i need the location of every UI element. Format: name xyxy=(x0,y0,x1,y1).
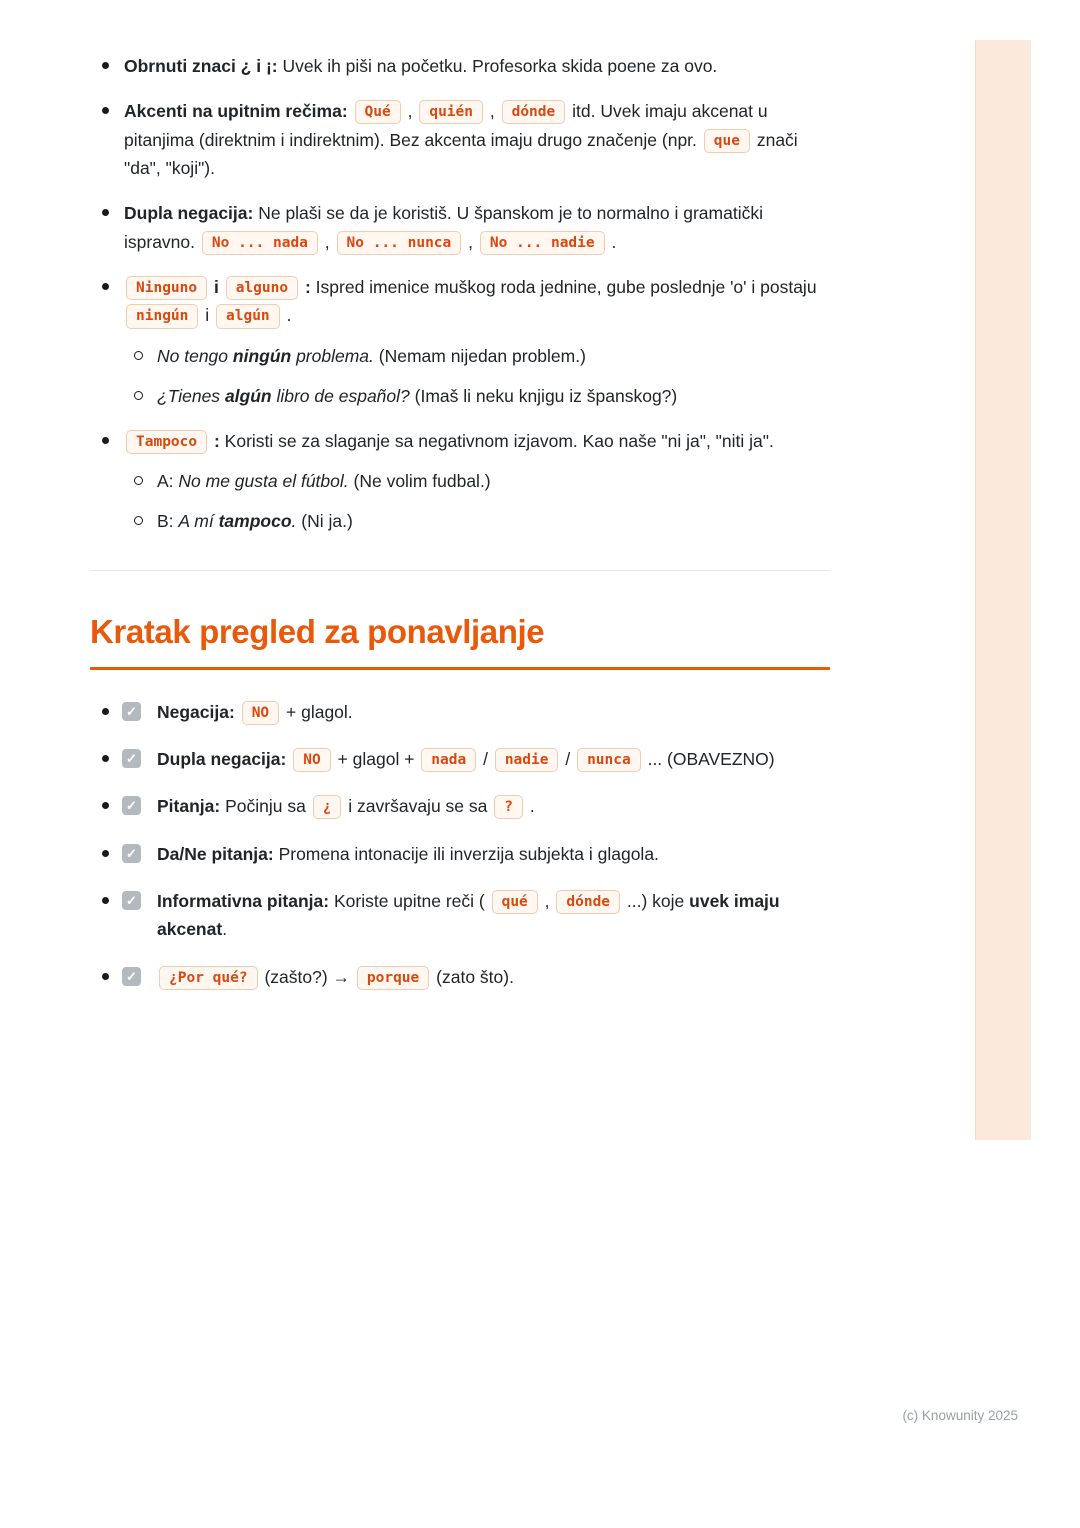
inline-code-chip: ¿Por qué? xyxy=(159,966,258,990)
bold-run: Dupla negacija: xyxy=(124,203,254,224)
text-run: Uvek ih piši na početku. Profesorka skida poene za ovo. xyxy=(277,56,718,76)
bold-run: Akcenti na upitnim rečima: xyxy=(124,101,348,122)
inline-code-chip: porque xyxy=(357,966,429,990)
text-run: Ispred imenice muškog roda jednine, gube poslednje 'o' i postaju xyxy=(310,277,817,298)
checklist-item xyxy=(90,792,830,820)
italic-run: No tengo xyxy=(157,345,233,366)
checkbox-checked-icon: ✓ xyxy=(122,702,141,721)
inline-code-chip: dónde xyxy=(502,100,566,124)
checkbox-checked-icon: ✓ xyxy=(122,891,141,910)
text-run: / xyxy=(560,748,576,769)
inline-code-chip: No ... nunca xyxy=(337,231,462,255)
text-run xyxy=(348,101,353,121)
bold-italic-run: tampoco xyxy=(218,511,292,532)
bold-run: : xyxy=(300,277,311,298)
text-run: , xyxy=(319,231,335,252)
heading-underline xyxy=(90,667,830,670)
inline-code-chip: qué xyxy=(492,890,538,914)
inline-code-chip: dónde xyxy=(556,890,620,914)
bold-run: i xyxy=(209,277,224,298)
text-run: . xyxy=(222,919,228,940)
checkbox-checked-icon: ✓ xyxy=(122,844,141,863)
notes-list xyxy=(90,52,830,536)
sub-list-item xyxy=(124,468,830,495)
text-run: znači "da", "koji"). xyxy=(124,129,798,179)
section-divider xyxy=(90,570,830,571)
text-run: . xyxy=(281,305,292,326)
inline-code-chip: Tampoco xyxy=(126,430,207,454)
sub-list xyxy=(124,343,830,410)
inline-code-chip: ¿ xyxy=(313,795,342,819)
text-run: , xyxy=(463,231,478,252)
sub-list-item xyxy=(124,508,830,535)
note-list-item xyxy=(90,273,830,410)
text-run xyxy=(286,749,291,769)
inline-code-chip: NO xyxy=(242,701,279,725)
checklist-item xyxy=(90,745,830,773)
text-run: ... (OBAVEZNO) xyxy=(642,748,775,769)
checkbox-checked-icon: ✓ xyxy=(122,967,141,986)
bold-run: Informativna pitanja: xyxy=(157,890,330,911)
sub-list xyxy=(124,468,830,535)
italic-run: ¿Tienes xyxy=(157,385,225,406)
bold-run: uvek imaju akcenat xyxy=(157,890,780,940)
text-run: Koriste upitne reči ( xyxy=(329,890,490,911)
text-run: Promena intonacije ili inverzija subjekta i glagola. xyxy=(273,843,659,864)
sub-list-item xyxy=(124,383,830,410)
inline-code-chip: nunca xyxy=(577,748,641,772)
italic-run: problema. xyxy=(291,345,374,366)
note-list-item xyxy=(90,52,830,80)
inline-code-chip: que xyxy=(704,129,750,153)
text-run: (Nemam nijedan problem.) xyxy=(373,345,586,366)
bold-run: Negacija: xyxy=(157,701,235,722)
review-checklist xyxy=(90,698,830,991)
italic-run: . xyxy=(291,511,297,532)
inline-code-chip: No ... nadie xyxy=(480,231,605,255)
inline-code-chip: Qué xyxy=(355,100,401,124)
inline-code-chip: nada xyxy=(421,748,476,772)
text-run: (zašto?) → xyxy=(259,966,355,987)
bold-run: Obrnuti znaci ¿ i ¡: xyxy=(124,56,278,76)
inline-code-chip: algún xyxy=(216,304,280,328)
inline-code-chip: No ... nada xyxy=(202,231,318,255)
inline-code-chip: Ninguno xyxy=(126,276,207,300)
italic-run: libro de español? xyxy=(271,385,410,406)
text-run: Ne plaši se da je koristiš. U španskom je to normalno i gramatički ispravno. xyxy=(124,203,763,252)
text-run: / xyxy=(478,748,493,769)
sub-list-item xyxy=(124,343,830,370)
text-run: Koristi se za slaganje sa negativnom izjavom. Kao naše "ni ja", "niti ja". xyxy=(219,431,774,451)
note-item-text xyxy=(124,56,717,76)
text-run: A: xyxy=(157,471,179,492)
text-run: (zato što). xyxy=(431,966,514,987)
checklist-item xyxy=(90,698,830,726)
text-run xyxy=(235,702,240,722)
document-content xyxy=(90,52,830,1010)
bold-italic-run: ningún xyxy=(232,345,292,366)
inline-code-chip: ? xyxy=(494,795,523,819)
checklist-item xyxy=(90,840,830,868)
checklist-item xyxy=(90,887,830,944)
bold-run: Da/Ne pitanja: xyxy=(157,843,274,864)
checkbox-checked-icon: ✓ xyxy=(122,796,141,815)
checkbox-checked-icon: ✓ xyxy=(122,749,141,768)
checklist-item xyxy=(90,963,830,991)
right-margin-stripe xyxy=(975,40,1031,1140)
inline-code-chip: alguno xyxy=(226,276,298,300)
note-item-text xyxy=(124,277,817,325)
italic-run: A mí xyxy=(178,511,219,532)
text-run: , xyxy=(402,101,418,122)
text-run: i xyxy=(200,305,215,326)
text-run: , xyxy=(539,890,555,911)
text-run: i završavaju se sa xyxy=(343,796,493,817)
note-item-text xyxy=(124,431,774,451)
bold-run: Dupla negacija: xyxy=(157,748,287,769)
text-run: + glagol + xyxy=(332,748,420,769)
inline-code-chip: NO xyxy=(293,748,330,772)
text-run: , xyxy=(485,101,500,122)
bold-run: : xyxy=(209,431,220,451)
text-run: (Imaš li neku knjigu iz španskog?) xyxy=(409,385,678,406)
copyright-footer: (c) Knowunity 2025 xyxy=(902,1408,1018,1423)
note-item-text xyxy=(124,101,798,178)
italic-run: No me gusta el fútbol. xyxy=(178,471,349,492)
text-run: ...) koje xyxy=(622,890,690,911)
note-list-item xyxy=(90,427,830,536)
text-run: Počinju sa xyxy=(220,796,311,817)
inline-code-chip: nadie xyxy=(495,748,559,772)
note-item-text xyxy=(124,203,763,251)
text-run: (Ne volim fudbal.) xyxy=(348,471,491,492)
inline-code-chip: ningún xyxy=(126,304,198,328)
note-list-item xyxy=(90,97,830,182)
note-list-item xyxy=(90,199,830,256)
text-run: . xyxy=(524,796,535,817)
inline-code-chip: quién xyxy=(419,100,483,124)
text-run: (Ni ja.) xyxy=(296,511,353,532)
text-run: B: xyxy=(157,511,179,532)
text-run: + glagol. xyxy=(281,701,353,722)
section-heading: Kratak pregled za ponavljanje xyxy=(90,612,545,650)
bold-run: Pitanja: xyxy=(157,796,221,817)
text-run: itd. Uvek imaju akcenat u pitanjima (direktnim i indirektnim). Bez akcenta imaju drugo značenje (npr. xyxy=(124,101,768,150)
text-run: . xyxy=(606,231,617,252)
bold-italic-run: algún xyxy=(224,385,272,406)
